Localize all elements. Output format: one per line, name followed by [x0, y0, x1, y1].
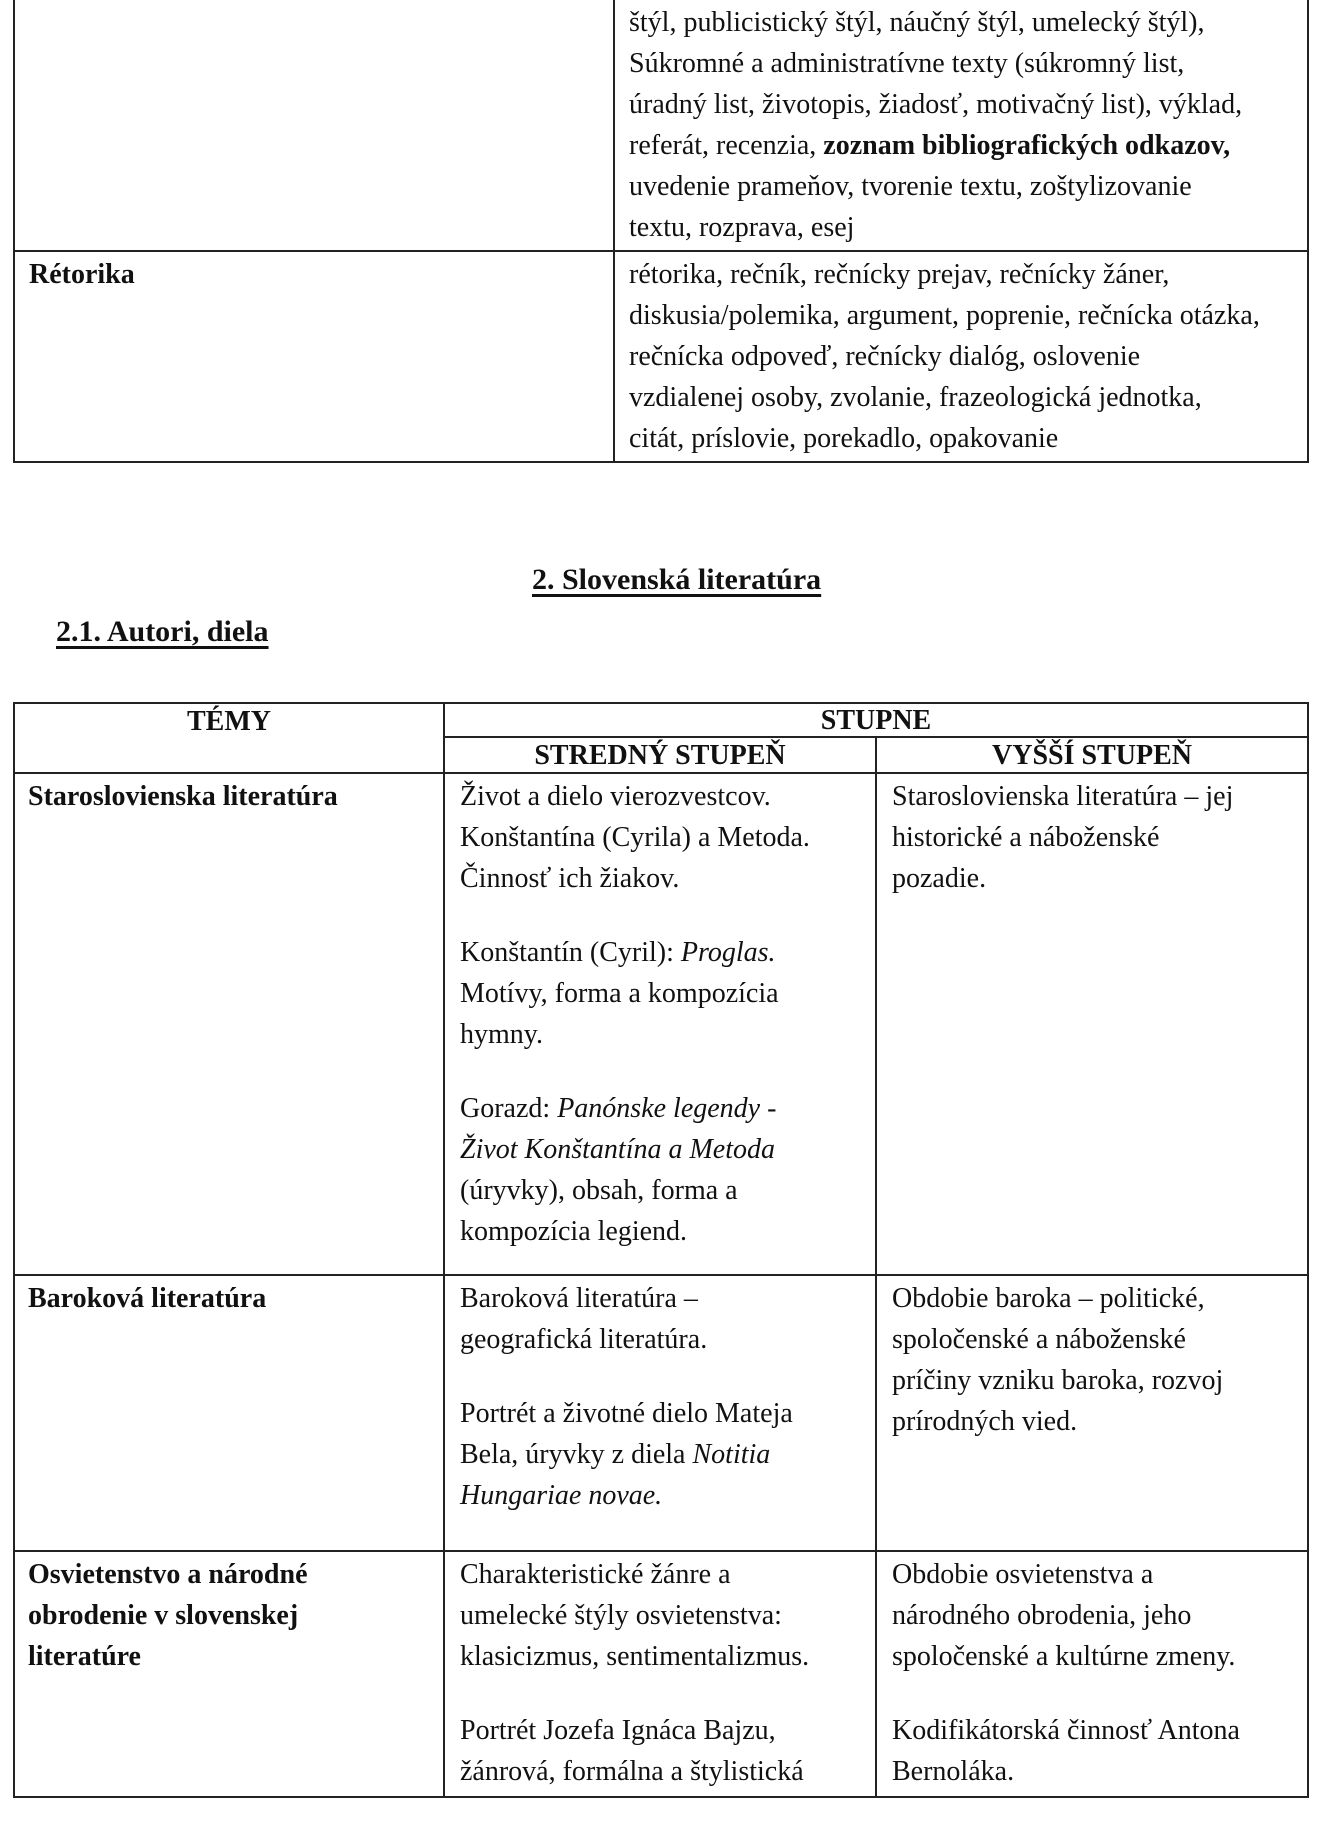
- text-line: umelecké štýly osvietenstva:: [460, 1600, 782, 1631]
- table-row: [14, 0, 1308, 251]
- text-line: Motívy, forma a kompozícia: [460, 978, 779, 1009]
- topic-cell: [14, 251, 614, 462]
- text-line: [629, 125, 1293, 166]
- text-line: diskusia/polemika, argument, poprenie, rečnícka otázka,: [629, 300, 1260, 331]
- topic-cell: [14, 1551, 444, 1797]
- paragraph: [460, 1554, 860, 1677]
- text-line: geografická literatúra.: [460, 1324, 708, 1355]
- text-line: hymny.: [460, 1019, 543, 1050]
- paragraph: [460, 1088, 860, 1252]
- text-line: rečnícka odpoveď, rečnícky dialóg, oslovenie: [629, 341, 1141, 372]
- text-line: Baroková literatúra –: [460, 1283, 698, 1314]
- top-table: [13, 0, 1309, 463]
- section-heading: 2. Slovenská literatúra: [532, 563, 822, 596]
- text-line: kompozícia legiend.: [460, 1216, 688, 1247]
- literature-table: [13, 702, 1309, 1798]
- text-line: rétorika, rečník, rečnícky prejav, rečnícky žáner,: [629, 259, 1170, 290]
- text-line: historické a náboženské: [892, 822, 1160, 853]
- text-line: Portrét Jozefa Ignáca Bajzu,: [460, 1715, 776, 1746]
- text-line: Súkromné a administratívne texty (súkromný list,: [629, 48, 1185, 79]
- text-fragment: Gorazd:: [460, 1093, 558, 1124]
- text-line: spoločenské a kultúrne zmeny.: [892, 1641, 1236, 1672]
- text-line: spoločenské a náboženské: [892, 1324, 1186, 1355]
- text-line: úradný list, životopis, žiadosť, motivačný list), výklad,: [629, 89, 1243, 120]
- text-line: uvedenie prameňov, tvorenie textu, zoštylizovanie: [629, 171, 1192, 202]
- subsection-heading: 2.1. Autori, diela: [56, 615, 269, 648]
- text-line: vzdialenej osoby, zvolanie, frazeologická jednotka,: [629, 382, 1202, 413]
- text-line: Konštantína (Cyrila) a Metoda.: [460, 822, 810, 853]
- text-line: Kodifikátorská činnosť Antona: [892, 1715, 1240, 1746]
- table-row: [14, 1275, 1308, 1551]
- header-vyssi: VYŠŠÍ STUPEŇ: [876, 737, 1308, 773]
- text-fragment: Bela, úryvky z diela: [460, 1439, 693, 1470]
- text-line: textu, rozprava, esej: [629, 212, 855, 243]
- topic-cell: [14, 773, 444, 1275]
- bold-text: zoznam bibliografických odkazov,: [823, 130, 1231, 161]
- text-line: Bernoláka.: [892, 1756, 1015, 1787]
- header-row: [14, 703, 1308, 737]
- text-line: príčiny vzniku baroka, rozvoj: [892, 1365, 1224, 1396]
- paragraph: [892, 1554, 1292, 1677]
- stredny-cell: [444, 1275, 876, 1551]
- text-fragment: Konštantín (Cyril):: [460, 937, 681, 968]
- text-line: (úryvky), obsah, forma a: [460, 1175, 738, 1206]
- text-line: pozadie.: [892, 863, 987, 894]
- topic-label: literatúre: [28, 1641, 141, 1672]
- topic-label: Rétorika: [29, 259, 135, 290]
- text-line: národného obrodenia, jeho: [892, 1600, 1192, 1631]
- paragraph: [460, 776, 860, 899]
- italic-title: Život Konštantína a Metoda: [460, 1134, 775, 1165]
- paragraph: [892, 1278, 1292, 1442]
- header-temy: TÉMY: [14, 703, 444, 773]
- stredny-cell: [444, 1551, 876, 1797]
- italic-title: Notitia: [692, 1439, 771, 1470]
- topic-label: obrodenie v slovenskej: [28, 1600, 299, 1631]
- text-line: Obdobie baroka – politické,: [892, 1283, 1205, 1314]
- topic-label: Osvietenstvo a národné: [28, 1559, 308, 1590]
- paragraph: [460, 1393, 860, 1516]
- content-cell: [614, 0, 1308, 251]
- text-line: Staroslovienska literatúra – jej: [892, 781, 1234, 812]
- topic-cell: [14, 0, 614, 251]
- text-line: klasicizmus, sentimentalizmus.: [460, 1641, 810, 1672]
- text-line: štýl, publicistický štýl, náučný štýl, umelecký štýl),: [629, 7, 1205, 38]
- text-line: [460, 932, 860, 973]
- topic-cell: [14, 1275, 444, 1551]
- text-fragment: referát, recenzia,: [629, 130, 817, 161]
- vyssi-cell: [876, 1551, 1308, 1797]
- text-line: žánrová, formálna a štylistická: [460, 1756, 804, 1787]
- table-row: [14, 1551, 1308, 1797]
- text-line: Život a dielo vierozvestcov.: [460, 781, 771, 812]
- stredny-cell: [444, 773, 876, 1275]
- topic-label: Staroslovienska literatúra: [28, 781, 338, 812]
- content-cell: [614, 251, 1308, 462]
- vyssi-cell: [876, 1275, 1308, 1551]
- text-line: Obdobie osvietenstva a: [892, 1559, 1154, 1590]
- italic-title: Proglas.: [680, 937, 776, 968]
- text-line: prírodných vied.: [892, 1406, 1078, 1437]
- text-line: [460, 1088, 860, 1129]
- text-line: Činnosť ich žiakov.: [460, 863, 680, 894]
- vyssi-cell: [876, 773, 1308, 1275]
- header-stupne: STUPNE: [444, 703, 1308, 737]
- text-line: Portrét a životné dielo Mateja: [460, 1398, 793, 1429]
- italic-title: Hungariae novae.: [460, 1480, 663, 1511]
- text-line: Charakteristické žánre a: [460, 1559, 731, 1590]
- paragraph: [892, 776, 1292, 899]
- text-line: [460, 1434, 860, 1475]
- table-row: [14, 251, 1308, 462]
- text-line: citát, príslovie, porekadlo, opakovanie: [629, 423, 1059, 454]
- paragraph: [460, 1278, 860, 1360]
- italic-title: Panónske legendy -: [557, 1093, 777, 1124]
- paragraph: [460, 1710, 860, 1792]
- paragraph: [892, 1710, 1292, 1792]
- topic-label: Baroková literatúra: [28, 1283, 267, 1314]
- table-row: [14, 773, 1308, 1275]
- paragraph: [460, 932, 860, 1055]
- header-stredny: STREDNÝ STUPEŇ: [444, 737, 876, 773]
